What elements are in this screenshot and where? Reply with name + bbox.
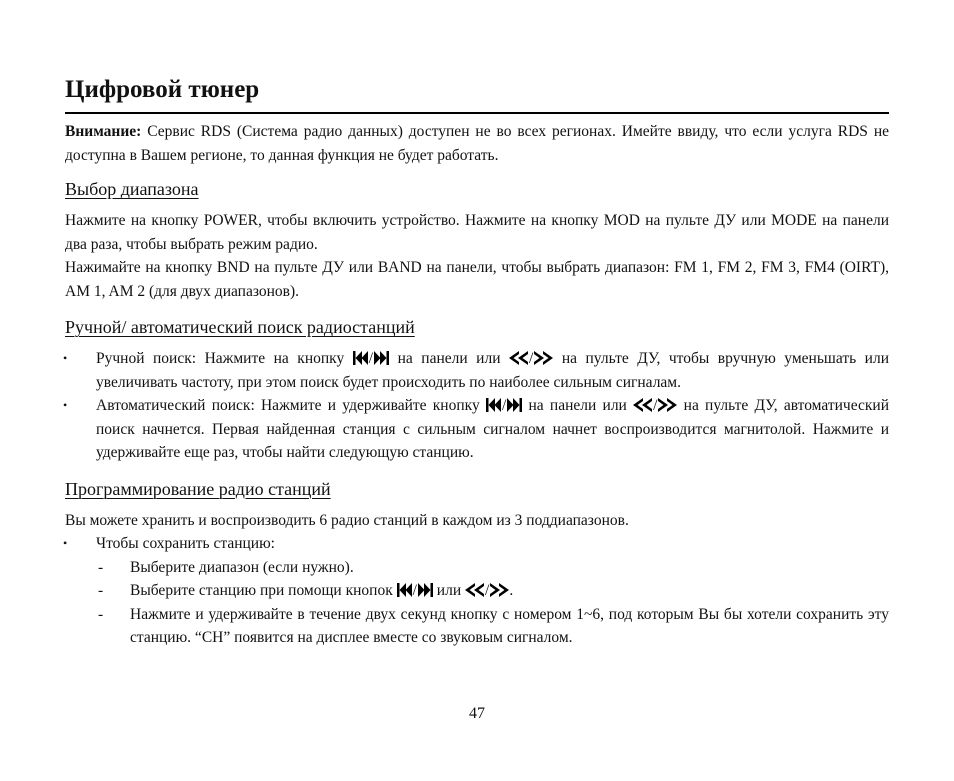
manual-text-b: на панели или: [389, 350, 509, 367]
rewind-icon: [633, 398, 653, 412]
step-2-text-c: .: [509, 582, 514, 599]
warning-paragraph: [65, 120, 889, 167]
skip-next-icon: [417, 583, 433, 597]
band-paragraph-1: Нажмите на кнопку POWER, чтобы включить устройство. Нажмите на кнопку MOD на пульте ДУ или MODE на панели два раза, чтобы выбрать режим радио.: [65, 212, 889, 253]
slash: /: [412, 582, 417, 599]
skip-next-icon: [373, 351, 389, 365]
step-1-text: Выберите диапазон (если нужно).: [130, 558, 354, 576]
search-list: [65, 347, 889, 465]
rewind-icon: [509, 351, 529, 365]
document-page: [65, 74, 889, 650]
step-3-text: Нажмите и удерживайте в течение двух секунд кнопку с номером 1~6, под которым Вы бы хотели сохранить эту станцию. “CH” появится на дисплее вместе со звуковым сигналом.: [130, 605, 889, 646]
skip-previous-icon: [353, 351, 369, 365]
manual-text-a: Ручной поиск: Нажмите на кнопку: [96, 350, 353, 367]
slash: /: [529, 350, 534, 367]
fast-forward-icon: [657, 398, 677, 412]
program-heading: Программирование радио станций: [65, 478, 331, 499]
auto-text-a: Автоматический поиск: Нажмите и удерживайте кнопку: [96, 397, 486, 414]
page-number: 47: [469, 705, 485, 722]
program-list: [65, 532, 889, 556]
search-heading: Ручной/ автоматический поиск радиостанций: [65, 317, 415, 337]
slash: /: [485, 582, 490, 599]
warning-text: Сервис RDS (Система радио данных) доступен не во всех регионах. Имейте ввиду, что если услуга RDS не доступна в Вашем регионе, то данная функция не будет работать.: [65, 123, 889, 164]
dash: -: [98, 605, 104, 623]
bullet: •: [63, 351, 68, 365]
skip-previous-icon: [397, 583, 413, 597]
fast-forward-icon: [533, 351, 553, 365]
band-heading: Выбор диапазона: [65, 179, 199, 199]
program-intro: Вы можете хранить и воспроизводить 6 радио станций в каждом из 3 поддиапазонов.: [65, 511, 629, 529]
skip-next-icon: [506, 398, 522, 412]
dash: -: [98, 558, 104, 576]
save-label: Чтобы сохранить станцию:: [96, 535, 275, 552]
auto-search-item: [65, 394, 889, 465]
manual-text-c: на пульте ДУ, чтобы вручную уменьшать или увеличивать частоту, при этом поиск будет происходить по наиболее сильным сигналам.: [96, 350, 889, 391]
step-2-text-a: Выберите станцию при помощи кнопок: [130, 582, 397, 599]
step-2: [65, 579, 889, 603]
rewind-icon: [465, 583, 485, 597]
save-station-item: [65, 532, 889, 556]
fast-forward-icon: [489, 583, 509, 597]
step-2-text-b: или: [432, 582, 465, 599]
bullet: •: [63, 536, 68, 550]
skip-previous-icon: [486, 398, 502, 412]
step-1: [65, 556, 889, 580]
auto-text-c: на пульте ДУ, автоматический поиск начнется. Первая найденная станция с сильным сигналом начнет воспроизводится магнитолой. Нажмите и удерживайте еще раз, чтобы найти следующую станцию.: [96, 397, 889, 461]
program-steps: [65, 556, 889, 650]
bullet: •: [63, 398, 68, 412]
step-3: [65, 603, 889, 650]
warning-label: Внимание:: [65, 123, 142, 140]
slash: /: [368, 350, 374, 367]
band-paragraph-2: Нажимайте на кнопку BND на пульте ДУ или BAND на панели, чтобы выбрать диапазон: FM 1, FM 2, FM 3, FM4 (OIRT), AM 1, AM 2 (для двух диапазонов).: [65, 259, 889, 300]
auto-text-b: на панели или: [522, 397, 634, 414]
slash: /: [653, 397, 658, 414]
manual-search-item: [65, 347, 889, 394]
slash: /: [501, 397, 507, 414]
dash: -: [98, 582, 104, 599]
page-title: Цифровой тюнер: [65, 74, 889, 114]
